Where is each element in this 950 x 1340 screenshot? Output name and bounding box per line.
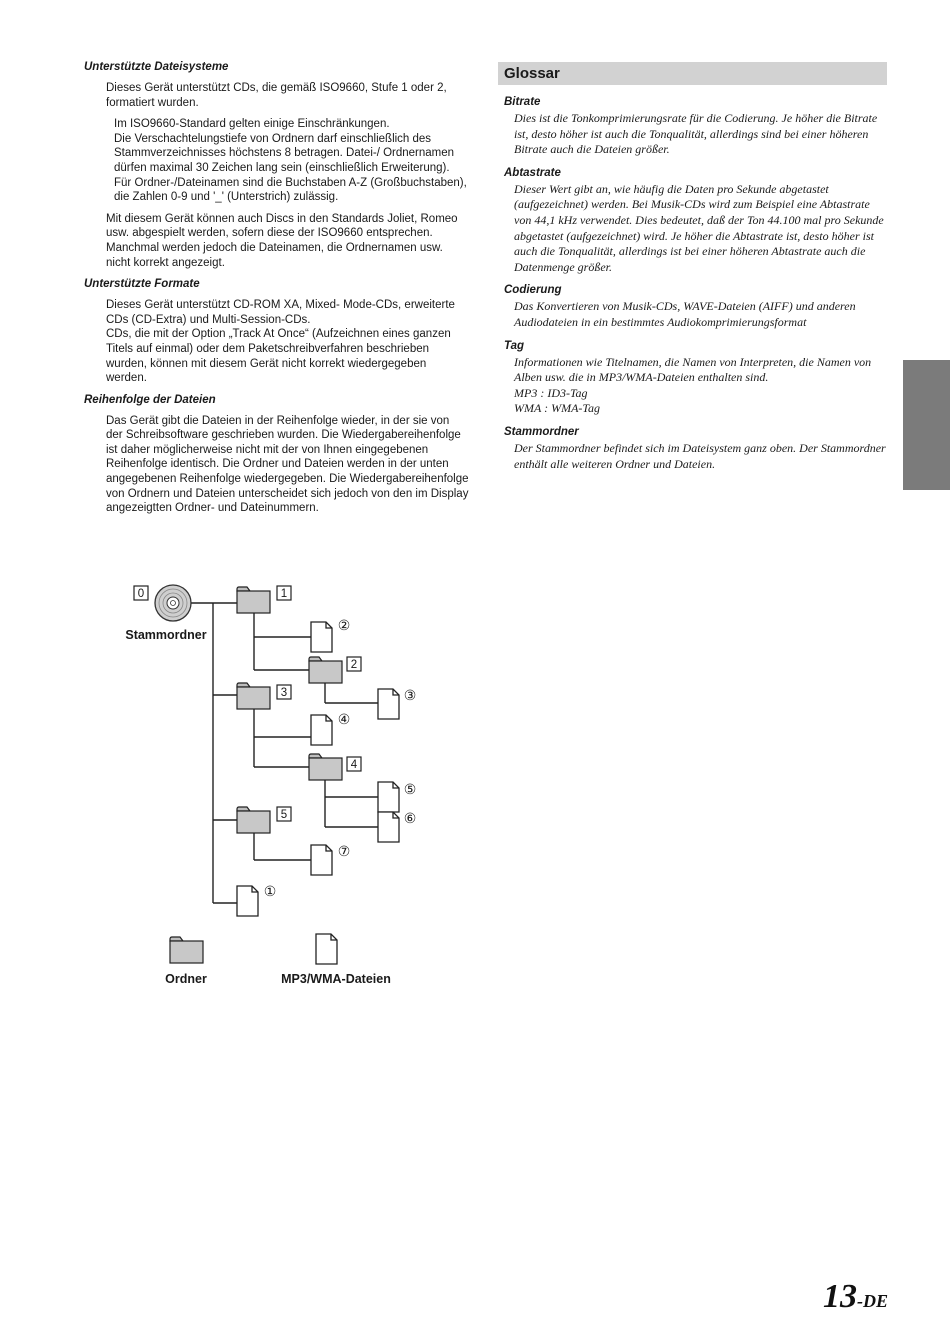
svg-text:1: 1	[280, 588, 288, 600]
paragraph: Mit diesem Gerät können auch Discs in den Standards Joliet, Romeo usw. abgespielt werden, sofern diese der ISO9660 entsprechen. Manchmal werden jedoch die Dateinamen, die Ordnernamen usw. nicht korrekt angezeigt.	[106, 212, 458, 269]
root-label: Stammordner	[125, 628, 207, 642]
svg-text:4: 4	[350, 759, 358, 771]
file-icon	[311, 715, 332, 745]
file-number: ④	[337, 711, 351, 727]
legend-file-label: MP3/WMA-Dateien	[281, 972, 391, 986]
paragraph: Dieses Gerät unterstützt CD-ROM XA, Mixed- Mode-CDs, erweiterte CDs (CD-Extra) und Multi-Session-CDs. CDs, die mit der Option „Track At Once“ (Aufzeichnen eines ganzen Titels auf einmal) oder dem Paketschreibverfahren beschrieben wurden, können mit diesem Gerät nicht korrekt wiedergegeben werden.	[106, 299, 455, 385]
term-abtastrate: Abtastrate	[504, 166, 561, 179]
definition-tag-wma: WMA : WMA-Tag	[514, 401, 600, 416]
definition-stammordner: Der Stammordner befindet sich im Dateisystem ganz oben. Der Stammordner enthält alle weiteren Ordner und Dateien.	[514, 440, 886, 471]
page-number-suffix: -DE	[857, 1291, 888, 1311]
definition-abtastrate: Dieser Wert gibt an, wie häufig die Daten pro Sekunde abgetastet (aufgezeichnet) werden. Bei Musik-CDs wird zum Beispiel eine Abtastrate von 44,1 kHz verwendet. Dies bedeutet, daß der Ton 44.100 mal pro Sekunde abgetastet (aufgezeichnet) wird. Je höher die Abtastrate ist, desto höher ist auch die Tonqualität, allerdings ist bei einer höheren Abtastrate auch die Datenmenge größer.	[514, 181, 884, 274]
folder-icon	[237, 683, 270, 709]
definition-tag-mp3: MP3 : ID3-Tag	[514, 385, 588, 400]
file-number: ⑥	[403, 810, 417, 826]
file-number: ③	[403, 687, 417, 703]
paragraph: Das Gerät gibt die Dateien in der Reihenfolge wieder, in der sie von der Schreibsoftware geschrieben wurden. Die Wiedergabereihenfolge ist daher möglicherweise nicht mit der von Ihnen eingegebenen Reihenfolge identisch. Die Ordner und Dateien werden in der unten angegebenen Reihenfolge wiedergegeben. Die Wiedergabereihenfolge von Ordnern und Dateien unterscheidet sich jedoch von den im Display angezeigtten Ordner- und Dateinummern.	[106, 414, 469, 515]
file-number: ⑤	[403, 781, 417, 797]
term-codierung: Codierung	[504, 284, 562, 297]
file-number: ①	[263, 883, 277, 899]
definition-tag: Informationen wie Titelnamen, die Namen von Interpreten, die Namen von Alben usw. die in MP3/WMA-Dateien enthalten sind.	[514, 354, 872, 385]
svg-text:3: 3	[280, 687, 288, 699]
glossar-column	[498, 62, 887, 480]
file-icon	[311, 622, 332, 652]
svg-text:5: 5	[280, 809, 288, 821]
folder-number-box	[277, 586, 291, 600]
file-icon	[378, 782, 399, 812]
legend-folder-label: Ordner	[165, 972, 207, 986]
legend-folder-icon	[170, 937, 203, 963]
folder-icon	[309, 754, 342, 780]
term-bitrate: Bitrate	[504, 96, 541, 108]
paragraph-restrictions: Im ISO9660-Standard gelten einige Einschränkungen. Die Verschachtelungstiefe von Ordnern darf einschließlich des Stammverzeichnisses höchstens 8 betragen. Datei-/ Ordnernamen dürfen maximal 30 Zeichen lang sein (einschließlich Erweiterung). Für Ordner-/Dateinamen sind die Buchstaben A-Z (Großbuchstaben), die Zahlen 0-9 und '_' (Unterstrich) zulässig.	[114, 118, 467, 204]
folder-icon	[309, 657, 342, 683]
section-heading-dateisysteme: Unterstützte Dateisysteme	[84, 61, 229, 73]
legend-file-icon	[316, 934, 337, 964]
svg-text:0: 0	[137, 588, 145, 600]
file-number: ⑦	[337, 843, 351, 859]
page-number-value: 13	[823, 1278, 857, 1315]
glossar-title: Glossar	[498, 62, 887, 85]
term-stammordner: Stammordner	[504, 425, 579, 438]
chapter-side-tab	[903, 360, 950, 490]
svg-text:2: 2	[350, 659, 358, 671]
definition-codierung: Das Konvertieren von Musik-CDs, WAVE-Dateien (AIFF) und anderen Audiodateien in ein bestimmtes Audiokomprimierungsformat	[514, 299, 856, 329]
folder-icon	[237, 587, 270, 613]
file-icon	[311, 845, 332, 875]
section-heading-formate: Unterstützte Formate	[84, 278, 200, 291]
definition-bitrate: Dies ist die Tonkomprimierungsrate für die Codierung. Je höher die Bitrate ist, desto höher ist auch die Tonqualität, allerdings sind bei einer höheren Bitrate auch die Dateien größer.	[514, 111, 878, 157]
root-number-box	[134, 586, 148, 600]
folder-number-box	[277, 685, 291, 699]
file-icon	[378, 689, 399, 719]
file-icon	[378, 812, 399, 842]
cd-disc-icon	[155, 585, 191, 621]
term-tag: Tag	[504, 339, 525, 352]
file-icon	[237, 886, 258, 916]
paragraph: Dieses Gerät unterstützt CDs, die gemäß ISO9660, Stufe 1 oder 2, formatiert wurden.	[106, 82, 447, 109]
folder-icon	[237, 807, 270, 833]
folder-number-box	[347, 757, 361, 771]
section-heading-reihenfolge: Reihenfolge der Dateien	[84, 393, 216, 406]
folder-number-box	[277, 807, 291, 821]
folder-number-box	[347, 657, 361, 671]
file-number: ②	[337, 617, 351, 633]
page-number	[823, 1278, 888, 1316]
